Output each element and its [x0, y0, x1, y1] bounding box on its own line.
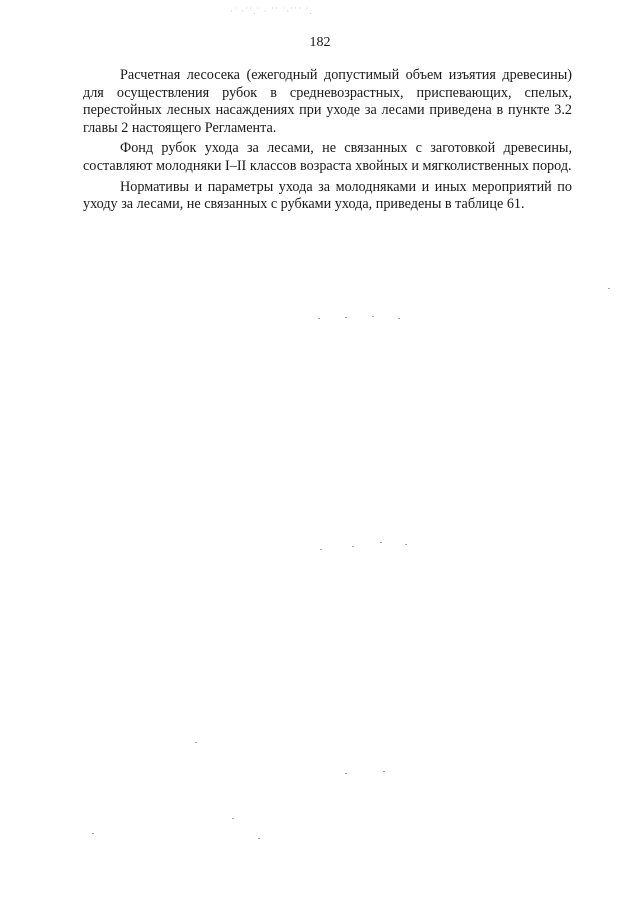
scan-speck — [372, 316, 374, 317]
paragraph-standards-reference: Нормативы и параметры ухода за молодняками и иных мероприятий по уходу за лесами, не связанных с рубками ухода, приведены в таблице 61. — [83, 178, 572, 213]
page-number: 182 — [309, 35, 331, 50]
scan-speck — [380, 542, 382, 543]
scan-speck — [92, 833, 94, 834]
scan-speck — [318, 318, 320, 319]
scan-speck — [608, 288, 610, 289]
scan-speck — [232, 818, 234, 819]
body-text — [83, 67, 572, 217]
faint-stamp-mark: ·˙ ·˙˙.˙ · ˙˙ ˙·˙˙˙ ˙. — [230, 6, 313, 16]
scan-speck — [320, 549, 322, 550]
scan-speck — [345, 773, 347, 774]
scan-speck — [398, 318, 400, 319]
scan-speck — [352, 546, 354, 547]
paragraph-thinning-fund: Фонд рубок ухода за лесами, не связанных с заготовкой древесины, составляют молодняки I–II классов возраста хвойных и мягколиственных пород. — [83, 140, 572, 174]
scan-speck — [383, 771, 385, 772]
paragraph-allowable-cut: Расчетная лесосека (ежегодный допустимый объем изъятия древесины) для осуществления рубок в средневозрастных, приспевающих, спелых, перестойных лесных насаждениях при уходе за лесами приведена в пункте 3.2 главы 2 настоящего Регламента. — [83, 67, 572, 136]
scan-speck — [345, 317, 347, 318]
scan-speck — [258, 838, 260, 839]
scan-speck — [195, 742, 197, 743]
scan-speck — [405, 544, 407, 545]
